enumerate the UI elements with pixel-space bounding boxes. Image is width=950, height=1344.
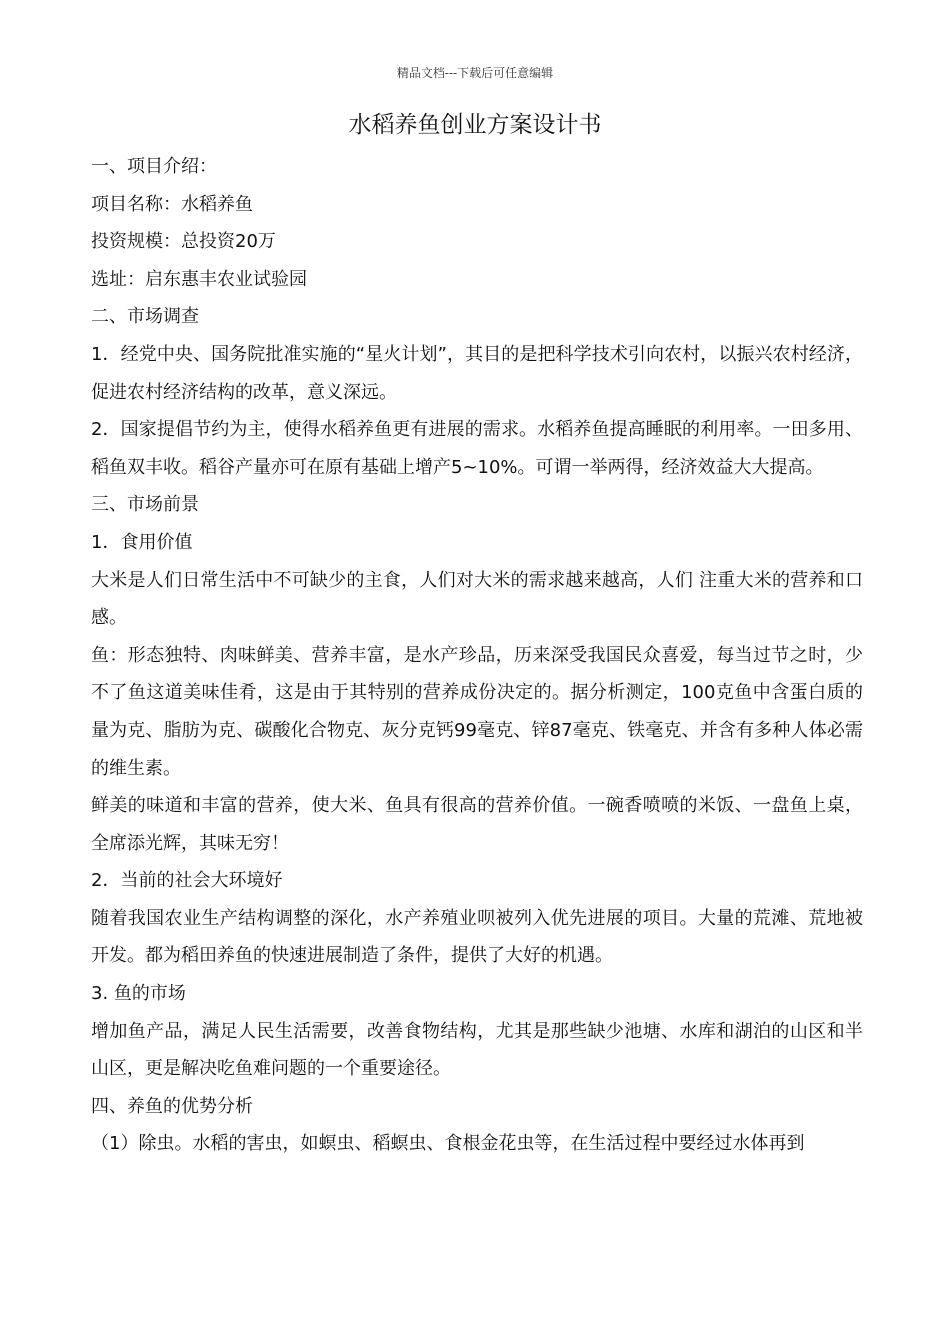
paragraph-survey-2: 2．国家提倡节约为主，使得水稻养鱼更有进展的需求。水稻养鱼提高睡眠的利用率。一田多用、稻鱼双丰收。稻谷产量亦可在原有基础上增产5~10%。可谓一举两得，经济效益大大提高。 bbox=[91, 419, 863, 478]
section-heading-advantages: 四、养鱼的优势分析 bbox=[91, 1095, 253, 1117]
paragraph-investment-scale: 投资规模：总投资20万 bbox=[91, 231, 276, 253]
subheading-fish-market: 3. 鱼的市场 bbox=[91, 983, 186, 1005]
paragraph-survey-1: 1．经党中央、国务院批准实施的“星火计划”，其目的是把科学技术引向农村，以振兴农村经济，促进农村经济结构的改革，意义深远。 bbox=[91, 343, 863, 403]
paragraph-project-name: 项目名称：水稻养鱼 bbox=[91, 193, 253, 215]
section-heading-intro: 一、项目介绍： bbox=[91, 156, 217, 177]
subheading-food-value: 1．食用价值 bbox=[91, 531, 193, 553]
paragraph-site: 选址：启东惠丰农业试验园 bbox=[91, 268, 307, 290]
paragraph-fish-market: 增加鱼产品，满足人民生活需要，改善食物结构，尤其是那些缺少池塘、水库和湖泊的山区和半山区，更是解决吃鱼难问题的一个重要途径。 bbox=[91, 1020, 863, 1080]
document-header-note: 精品文档---下载后可任意编辑 bbox=[396, 66, 554, 80]
subheading-social-environment: 2．当前的社会大环境好 bbox=[91, 870, 283, 892]
section-heading-market-survey: 二、市场调查 bbox=[91, 306, 199, 328]
paragraph-environment: 随着我国农业生产结构调整的深化，水产养殖业呗被列入优先进展的项目。大量的荒滩、荒地被开发。都为稻田养鱼的快速进展制造了条件，提供了大好的机遇。 bbox=[91, 907, 863, 967]
document-title: 水稻养鱼创业方案设计书 bbox=[348, 112, 602, 138]
paragraph-nutrition: 鲜美的味道和丰富的营养，使大米、鱼具有很高的营养价值。一碗香喷喷的米饭、一盘鱼上桌，全席添光辉，其味无穷！ bbox=[91, 795, 863, 854]
paragraph-fish: 鱼：形态独特、肉味鲜美、营养丰富，是水产珍品，历来深受我国民众喜爱，每当过节之时，少不了鱼这道美味佳肴，这是由于其特别的营养成份决定的。据分析测定，100克鱼中含蛋白质的量为克、脂肪为克、碳酸化合物克、灰分克钙99毫克、锌87毫克、铁毫克、并含有多种人体必需的维生素。 bbox=[91, 644, 863, 779]
document-body bbox=[91, 148, 863, 1163]
paragraph-pest-control: （1）除虫。水稻的害虫，如螟虫、稻螟虫、食根金花虫等，在生活过程中要经过水体再到 bbox=[91, 1133, 805, 1155]
paragraph-rice: 大米是人们日常生活中不可缺少的主食，人们对大米的需求越来越高，人们 注重大米的营养和口感。 bbox=[91, 569, 863, 629]
section-heading-market-outlook: 三、市场前景 bbox=[91, 494, 199, 516]
